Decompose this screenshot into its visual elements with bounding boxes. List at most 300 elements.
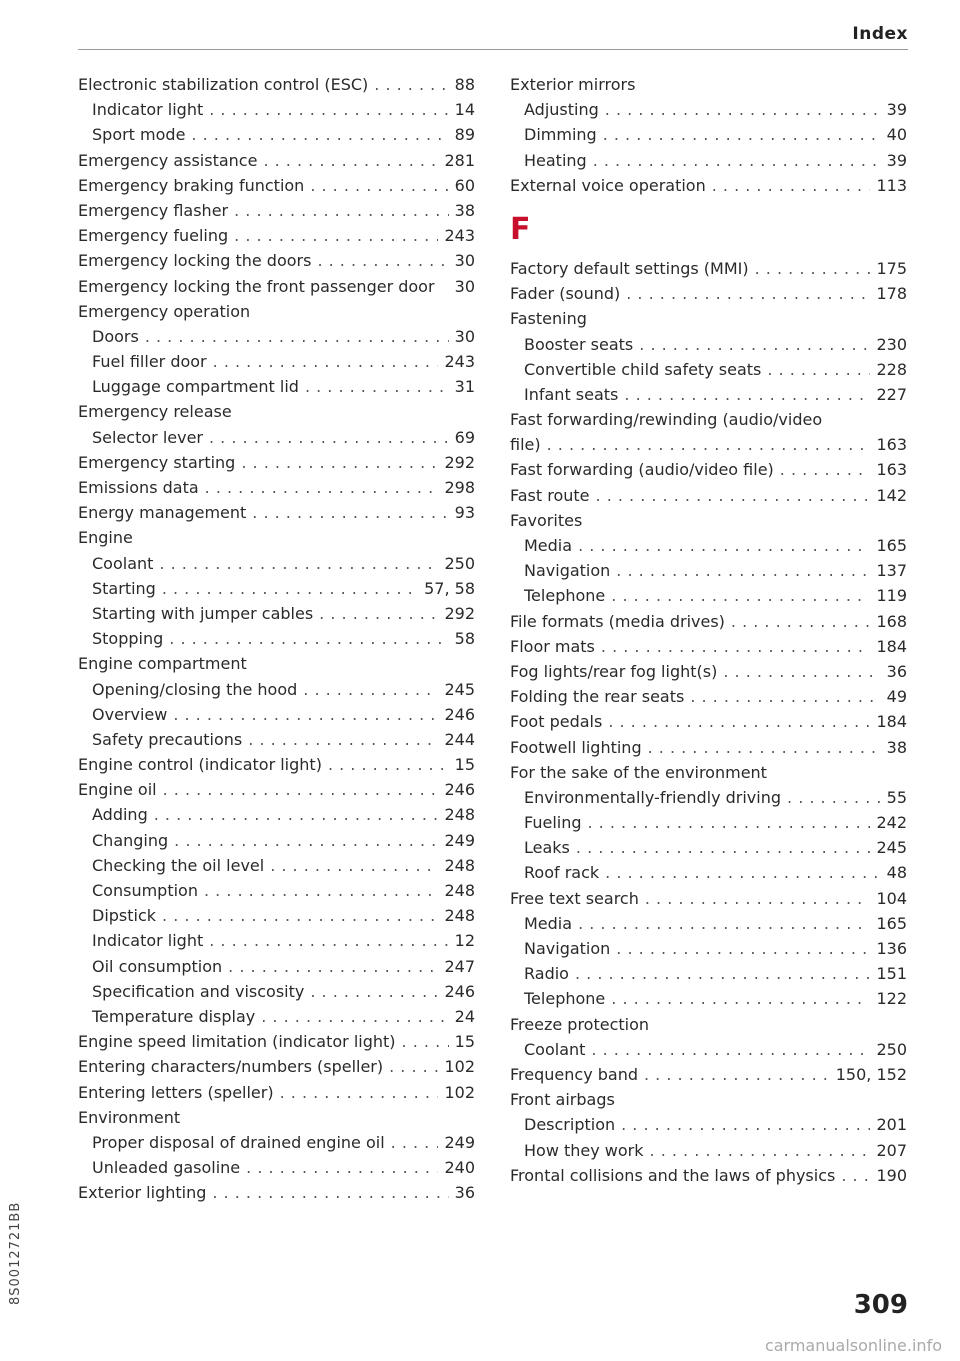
entry-term: Factory default settings (MMI)	[510, 258, 749, 278]
index-entry	[78, 399, 475, 424]
entry-page: 39	[886, 100, 907, 120]
entry-term: Sport mode	[92, 125, 186, 145]
index-subentry	[510, 332, 907, 357]
leader-dots	[402, 1029, 449, 1054]
entry-term: Emergency release	[78, 402, 232, 422]
index-subentry	[78, 97, 475, 122]
index-subentry	[78, 626, 475, 651]
entry-term: Free text search	[510, 888, 639, 908]
entry-page: 88	[454, 75, 475, 94]
index-entry	[78, 651, 475, 676]
index-entry	[510, 1163, 907, 1188]
entry-term: Unleaded gasoline	[92, 1158, 241, 1178]
entry-page: 292	[444, 452, 475, 472]
entry-page: 151	[876, 964, 907, 984]
entry-page: 57, 58	[424, 578, 475, 598]
entry-term: Luggage compartment lid	[92, 377, 299, 397]
entry-page: 93	[454, 503, 475, 523]
entry-term: Emergency braking function	[78, 175, 305, 195]
leader-dots	[841, 1163, 870, 1188]
leader-dots	[246, 1155, 438, 1180]
entry-term: Proper disposal of drained engine oil	[92, 1132, 385, 1152]
index-entry	[78, 1080, 475, 1105]
leader-dots	[650, 1138, 871, 1163]
entry-page: 89	[454, 125, 475, 145]
index-entry	[510, 508, 907, 533]
index-entry	[78, 525, 475, 550]
entry-term: Booster seats	[524, 334, 634, 354]
index-subentry	[510, 785, 907, 810]
entry-page: 40	[886, 125, 907, 145]
entry-term: Indicator light	[92, 100, 204, 120]
entry-term: Leaks	[524, 838, 570, 858]
entry-page: 113	[876, 175, 907, 195]
index-subentry	[78, 1130, 475, 1155]
index-subentry	[78, 727, 475, 752]
index-entry	[78, 752, 475, 777]
leader-dots	[621, 1112, 870, 1137]
index-entry	[510, 407, 907, 432]
entry-term: Safety precautions	[92, 729, 243, 749]
index-entry	[78, 173, 475, 198]
entry-term: Indicator light	[92, 931, 204, 951]
entry-term: Fuel filler door	[92, 352, 207, 372]
index-column-right	[510, 72, 907, 1188]
page-header-title: Index	[852, 24, 908, 44]
index-subentry	[510, 1037, 907, 1062]
entry-page: 102	[444, 1082, 475, 1102]
entry-page: 227	[876, 384, 907, 404]
entry-term: Selector lever	[92, 427, 203, 447]
leader-dots	[389, 1054, 438, 1079]
index-subentry	[78, 122, 475, 147]
entry-page: 247	[444, 956, 475, 976]
index-subentry	[510, 860, 907, 885]
leader-dots	[191, 122, 448, 147]
entry-term: Fog lights/rear fog light(s)	[510, 661, 718, 681]
leader-dots	[270, 853, 438, 878]
leader-dots	[209, 97, 448, 122]
leader-dots	[723, 659, 880, 684]
entry-page: 250	[876, 1039, 907, 1059]
index-subentry	[78, 425, 475, 450]
entry-term: Coolant	[524, 1039, 586, 1059]
index-group-f	[510, 256, 907, 1188]
index-entry	[78, 72, 475, 97]
entry-term: Dimming	[524, 125, 597, 145]
entry-page: 246	[444, 704, 475, 724]
entry-term: Electronic stabilization control (ESC)	[78, 75, 369, 94]
entry-page: 248	[444, 881, 475, 900]
leader-dots	[209, 928, 448, 953]
leader-dots	[624, 382, 870, 407]
entry-page: 298	[444, 478, 475, 497]
leader-dots	[241, 450, 438, 475]
entry-term: Front airbags	[510, 1090, 615, 1110]
entry-term: Heating	[524, 150, 587, 170]
index-subentry	[78, 1004, 475, 1029]
index-subentry	[78, 601, 475, 626]
entry-page: 230	[876, 334, 907, 354]
entry-term: Fast forwarding/rewinding (audio/video	[510, 410, 823, 430]
index-subentry	[78, 853, 475, 878]
leader-dots	[601, 634, 871, 659]
leader-dots	[234, 198, 449, 223]
entry-page: 190	[876, 1165, 907, 1185]
entry-page: 38	[886, 737, 907, 757]
entry-term: Energy management	[78, 503, 247, 523]
index-entry	[510, 1087, 907, 1112]
index-entry	[78, 223, 475, 248]
leader-dots	[608, 709, 870, 734]
leader-dots	[611, 986, 870, 1011]
index-subentry	[510, 986, 907, 1011]
entry-term: Navigation	[524, 561, 611, 581]
leader-dots	[611, 583, 870, 608]
entry-term: Navigation	[524, 939, 611, 958]
entry-page: 168	[876, 611, 907, 631]
entry-page: 104	[876, 888, 907, 908]
entry-term: Coolant	[92, 553, 154, 573]
entry-page: 228	[876, 359, 907, 379]
entry-term: Roof rack	[524, 863, 600, 883]
entry-page: 207	[876, 1140, 907, 1160]
leader-dots	[603, 122, 881, 147]
entry-page: 184	[876, 636, 907, 656]
index-entry	[510, 306, 907, 331]
entry-term: Infant seats	[524, 384, 619, 404]
index-subentry	[78, 1155, 475, 1180]
entry-page: 242	[876, 813, 907, 833]
index-entry	[78, 148, 475, 173]
entry-page: 60	[454, 175, 475, 195]
entry-term: Emergency locking the front passenger door	[78, 276, 435, 296]
entry-term: Engine oil	[78, 780, 157, 800]
entry-term: Fast route	[510, 485, 590, 505]
entry-term: Engine control (indicator light)	[78, 755, 322, 775]
document-code: 8S0012721BB	[8, 1201, 23, 1305]
page-number: 309	[853, 1290, 908, 1320]
entry-term: Consumption	[92, 881, 198, 900]
leader-dots	[319, 601, 438, 626]
index-subentry	[510, 122, 907, 147]
index-entry	[78, 299, 475, 324]
entry-page: 201	[876, 1115, 907, 1135]
index-subentry	[510, 911, 907, 936]
index-entry	[78, 1180, 475, 1205]
entry-page: 240	[444, 1158, 475, 1178]
leader-dots	[578, 533, 870, 558]
entry-page: 136	[876, 939, 907, 958]
leader-dots	[780, 457, 871, 482]
entry-term: Fast forwarding (audio/video file)	[510, 460, 774, 480]
entry-page: 119	[876, 586, 907, 606]
leader-dots	[213, 349, 439, 374]
leader-dots	[169, 626, 448, 651]
index-subentry	[78, 928, 475, 953]
leader-dots	[173, 702, 438, 727]
entry-term: Doors	[92, 326, 139, 346]
entry-term: Emissions data	[78, 478, 199, 497]
index-subentry	[510, 148, 907, 173]
index-subentry	[510, 961, 907, 986]
leader-dots	[317, 248, 448, 273]
entry-term: Telephone	[524, 586, 606, 606]
index-entry	[78, 198, 475, 223]
entry-page: 243	[444, 352, 475, 372]
index-entry	[78, 450, 475, 475]
entry-page: 30	[454, 276, 475, 296]
entry-term: Environment	[78, 1107, 181, 1127]
entry-page: 150, 152	[835, 1064, 907, 1084]
entry-term: Foot pedals	[510, 712, 603, 732]
index-entry	[78, 248, 475, 273]
entry-page: 36	[886, 661, 907, 681]
entry-page: 248	[444, 855, 475, 875]
index-subentry	[78, 576, 475, 601]
index-entry	[510, 735, 907, 760]
entry-page: 244	[444, 729, 475, 749]
watermark: carmanualsonline.info	[764, 1336, 942, 1355]
entry-term: Environmentally-friendly driving	[524, 787, 782, 807]
index-subentry	[510, 583, 907, 608]
entry-term: Emergency fueling	[78, 226, 229, 246]
entry-term: How they work	[524, 1140, 644, 1160]
leader-dots	[204, 878, 438, 903]
index-entry	[510, 457, 907, 482]
leader-dots	[639, 332, 870, 357]
leader-dots	[578, 911, 870, 936]
entry-term: Starting with jumper cables	[92, 603, 314, 623]
index-entry	[510, 886, 907, 911]
leader-dots	[593, 148, 881, 173]
entry-page: 24	[454, 1006, 475, 1026]
index-subentry	[78, 702, 475, 727]
leader-dots	[755, 256, 871, 281]
index-entry	[510, 256, 907, 281]
entry-term: Overview	[92, 704, 168, 724]
entry-page: 142	[876, 485, 907, 505]
entry-term: Fastening	[510, 309, 587, 329]
entry-term: Folding the rear seats	[510, 687, 685, 707]
entry-term: Emergency starting	[78, 452, 236, 472]
leader-dots	[626, 281, 870, 306]
entry-page: 15	[454, 1032, 475, 1052]
index-subentry	[78, 802, 475, 827]
index-subentry	[78, 903, 475, 928]
entry-term: Convertible child safety seats	[524, 359, 762, 379]
section-letter: F	[510, 211, 531, 247]
entry-page: 102	[444, 1057, 475, 1077]
entry-page: 248	[444, 906, 475, 926]
entry-page: 165	[876, 536, 907, 555]
leader-dots	[310, 979, 438, 1004]
index-entry	[78, 475, 475, 500]
entry-page: 175	[876, 258, 907, 278]
leader-dots	[767, 357, 870, 382]
entry-term: Changing	[92, 830, 169, 850]
entry-term: Frequency band	[510, 1064, 638, 1084]
leader-dots	[162, 903, 438, 928]
entry-page: 48	[886, 863, 907, 883]
entry-page: 248	[444, 805, 475, 825]
entry-page: 178	[876, 284, 907, 304]
leader-dots	[605, 860, 881, 885]
entry-term: External voice operation	[510, 175, 706, 195]
leader-dots	[252, 500, 448, 525]
entry-term: Temperature display	[92, 1006, 256, 1026]
index-entry	[78, 1029, 475, 1054]
entry-page: 292	[444, 603, 475, 623]
index-subentry	[78, 979, 475, 1004]
index-subentry	[510, 97, 907, 122]
index-subentry	[78, 324, 475, 349]
entry-term: Media	[524, 913, 573, 933]
index-entry	[510, 760, 907, 785]
leader-dots	[591, 1037, 870, 1062]
entry-page: 163	[876, 460, 907, 480]
leader-dots	[154, 802, 439, 827]
leader-dots	[576, 835, 871, 860]
leader-dots	[261, 1004, 448, 1029]
index-group-e-continued	[510, 72, 907, 198]
index-subentry	[510, 1138, 907, 1163]
entry-term: Exterior lighting	[78, 1183, 207, 1203]
entry-page: 163	[876, 435, 907, 455]
entry-page: 30	[454, 326, 475, 346]
entry-page: 249	[444, 1132, 475, 1152]
entry-page: 36	[454, 1183, 475, 1203]
entry-page: 245	[444, 679, 475, 699]
entry-page: 243	[444, 226, 475, 246]
entry-page: 12	[454, 931, 475, 951]
index-entry	[510, 709, 907, 734]
entry-term: Adjusting	[524, 100, 599, 120]
leader-dots	[159, 551, 438, 576]
leader-dots	[209, 425, 449, 450]
entry-term: Fader (sound)	[510, 284, 621, 304]
index-subentry	[78, 677, 475, 702]
index-entry	[510, 1062, 907, 1087]
index-entry	[510, 659, 907, 684]
entry-page: 249	[444, 830, 475, 850]
entry-term: Engine	[78, 528, 133, 548]
leader-dots	[145, 324, 449, 349]
entry-term: For the sake of the environment	[510, 762, 767, 782]
leader-dots	[690, 684, 880, 709]
leader-dots	[248, 727, 438, 752]
index-subentry	[78, 551, 475, 576]
leader-dots	[280, 1080, 439, 1105]
entry-page: 31	[454, 377, 475, 397]
index-entry	[510, 634, 907, 659]
leader-dots	[234, 223, 438, 248]
entry-page: 55	[886, 787, 907, 807]
entry-term: Favorites	[510, 510, 583, 530]
leader-dots	[310, 173, 448, 198]
index-subentry	[78, 349, 475, 374]
index-entry	[510, 281, 907, 306]
entry-term: Entering characters/numbers (speller)	[78, 1057, 384, 1077]
entry-term: Floor mats	[510, 636, 595, 656]
entry-page: 281	[444, 150, 475, 170]
entry-term: Media	[524, 536, 573, 555]
entry-page: 246	[444, 981, 475, 1001]
entry-term: Specification and viscosity	[92, 981, 305, 1001]
leader-dots	[205, 475, 439, 500]
leader-dots	[305, 374, 449, 399]
leader-dots	[328, 752, 449, 777]
index-entry	[510, 483, 907, 508]
entry-term: Description	[524, 1115, 616, 1135]
entry-term: Starting	[92, 578, 156, 598]
index-entry	[510, 684, 907, 709]
entry-page: 14	[454, 100, 475, 120]
leader-dots	[645, 886, 871, 911]
entry-term: Dipstick	[92, 906, 157, 926]
index-subentry	[78, 878, 475, 903]
entry-term: Radio	[524, 964, 569, 984]
index-entry	[510, 1012, 907, 1037]
leader-dots	[712, 173, 871, 198]
entry-term: Opening/closing the hood	[92, 679, 298, 699]
index-subentry	[510, 533, 907, 558]
entry-term: Emergency flasher	[78, 200, 229, 220]
leader-dots	[648, 735, 881, 760]
leader-dots	[644, 1062, 830, 1087]
leader-dots	[787, 785, 881, 810]
index-subentry	[510, 357, 907, 382]
entry-page: 165	[876, 913, 907, 933]
leader-dots	[588, 810, 871, 835]
entry-term: Stopping	[92, 629, 164, 649]
index-subentry	[510, 382, 907, 407]
index-subentry	[510, 936, 907, 961]
index-subentry	[510, 810, 907, 835]
leader-dots	[228, 954, 438, 979]
index-entry	[78, 1054, 475, 1079]
leader-dots	[391, 1130, 439, 1155]
leader-dots	[616, 558, 870, 583]
entry-page: 246	[444, 780, 475, 800]
entry-page: 30	[454, 251, 475, 271]
leader-dots	[547, 432, 871, 457]
entry-term: Exterior mirrors	[510, 75, 636, 94]
entry-page: 184	[876, 712, 907, 732]
entry-page: 250	[444, 553, 475, 573]
entry-term: Entering letters (speller)	[78, 1082, 274, 1102]
entry-term: Engine compartment	[78, 654, 247, 674]
index-entry	[510, 72, 907, 97]
index-entry	[78, 1105, 475, 1130]
leader-dots	[174, 828, 438, 853]
leader-dots	[163, 777, 439, 802]
entry-page: 49	[886, 687, 907, 707]
entry-page: 58	[454, 629, 475, 649]
entry-page: 122	[876, 989, 907, 1009]
index-entry	[78, 274, 475, 299]
entry-term: Emergency locking the doors	[78, 251, 312, 271]
index-subentry	[78, 828, 475, 853]
entry-term: file)	[510, 435, 541, 455]
entry-term: Emergency assistance	[78, 150, 258, 170]
leader-dots	[596, 483, 871, 508]
entry-term: Emergency operation	[78, 301, 251, 321]
entry-term: Adding	[92, 805, 148, 825]
entry-term: Oil consumption	[92, 956, 223, 976]
leader-dots	[374, 72, 448, 97]
index-subentry	[510, 558, 907, 583]
